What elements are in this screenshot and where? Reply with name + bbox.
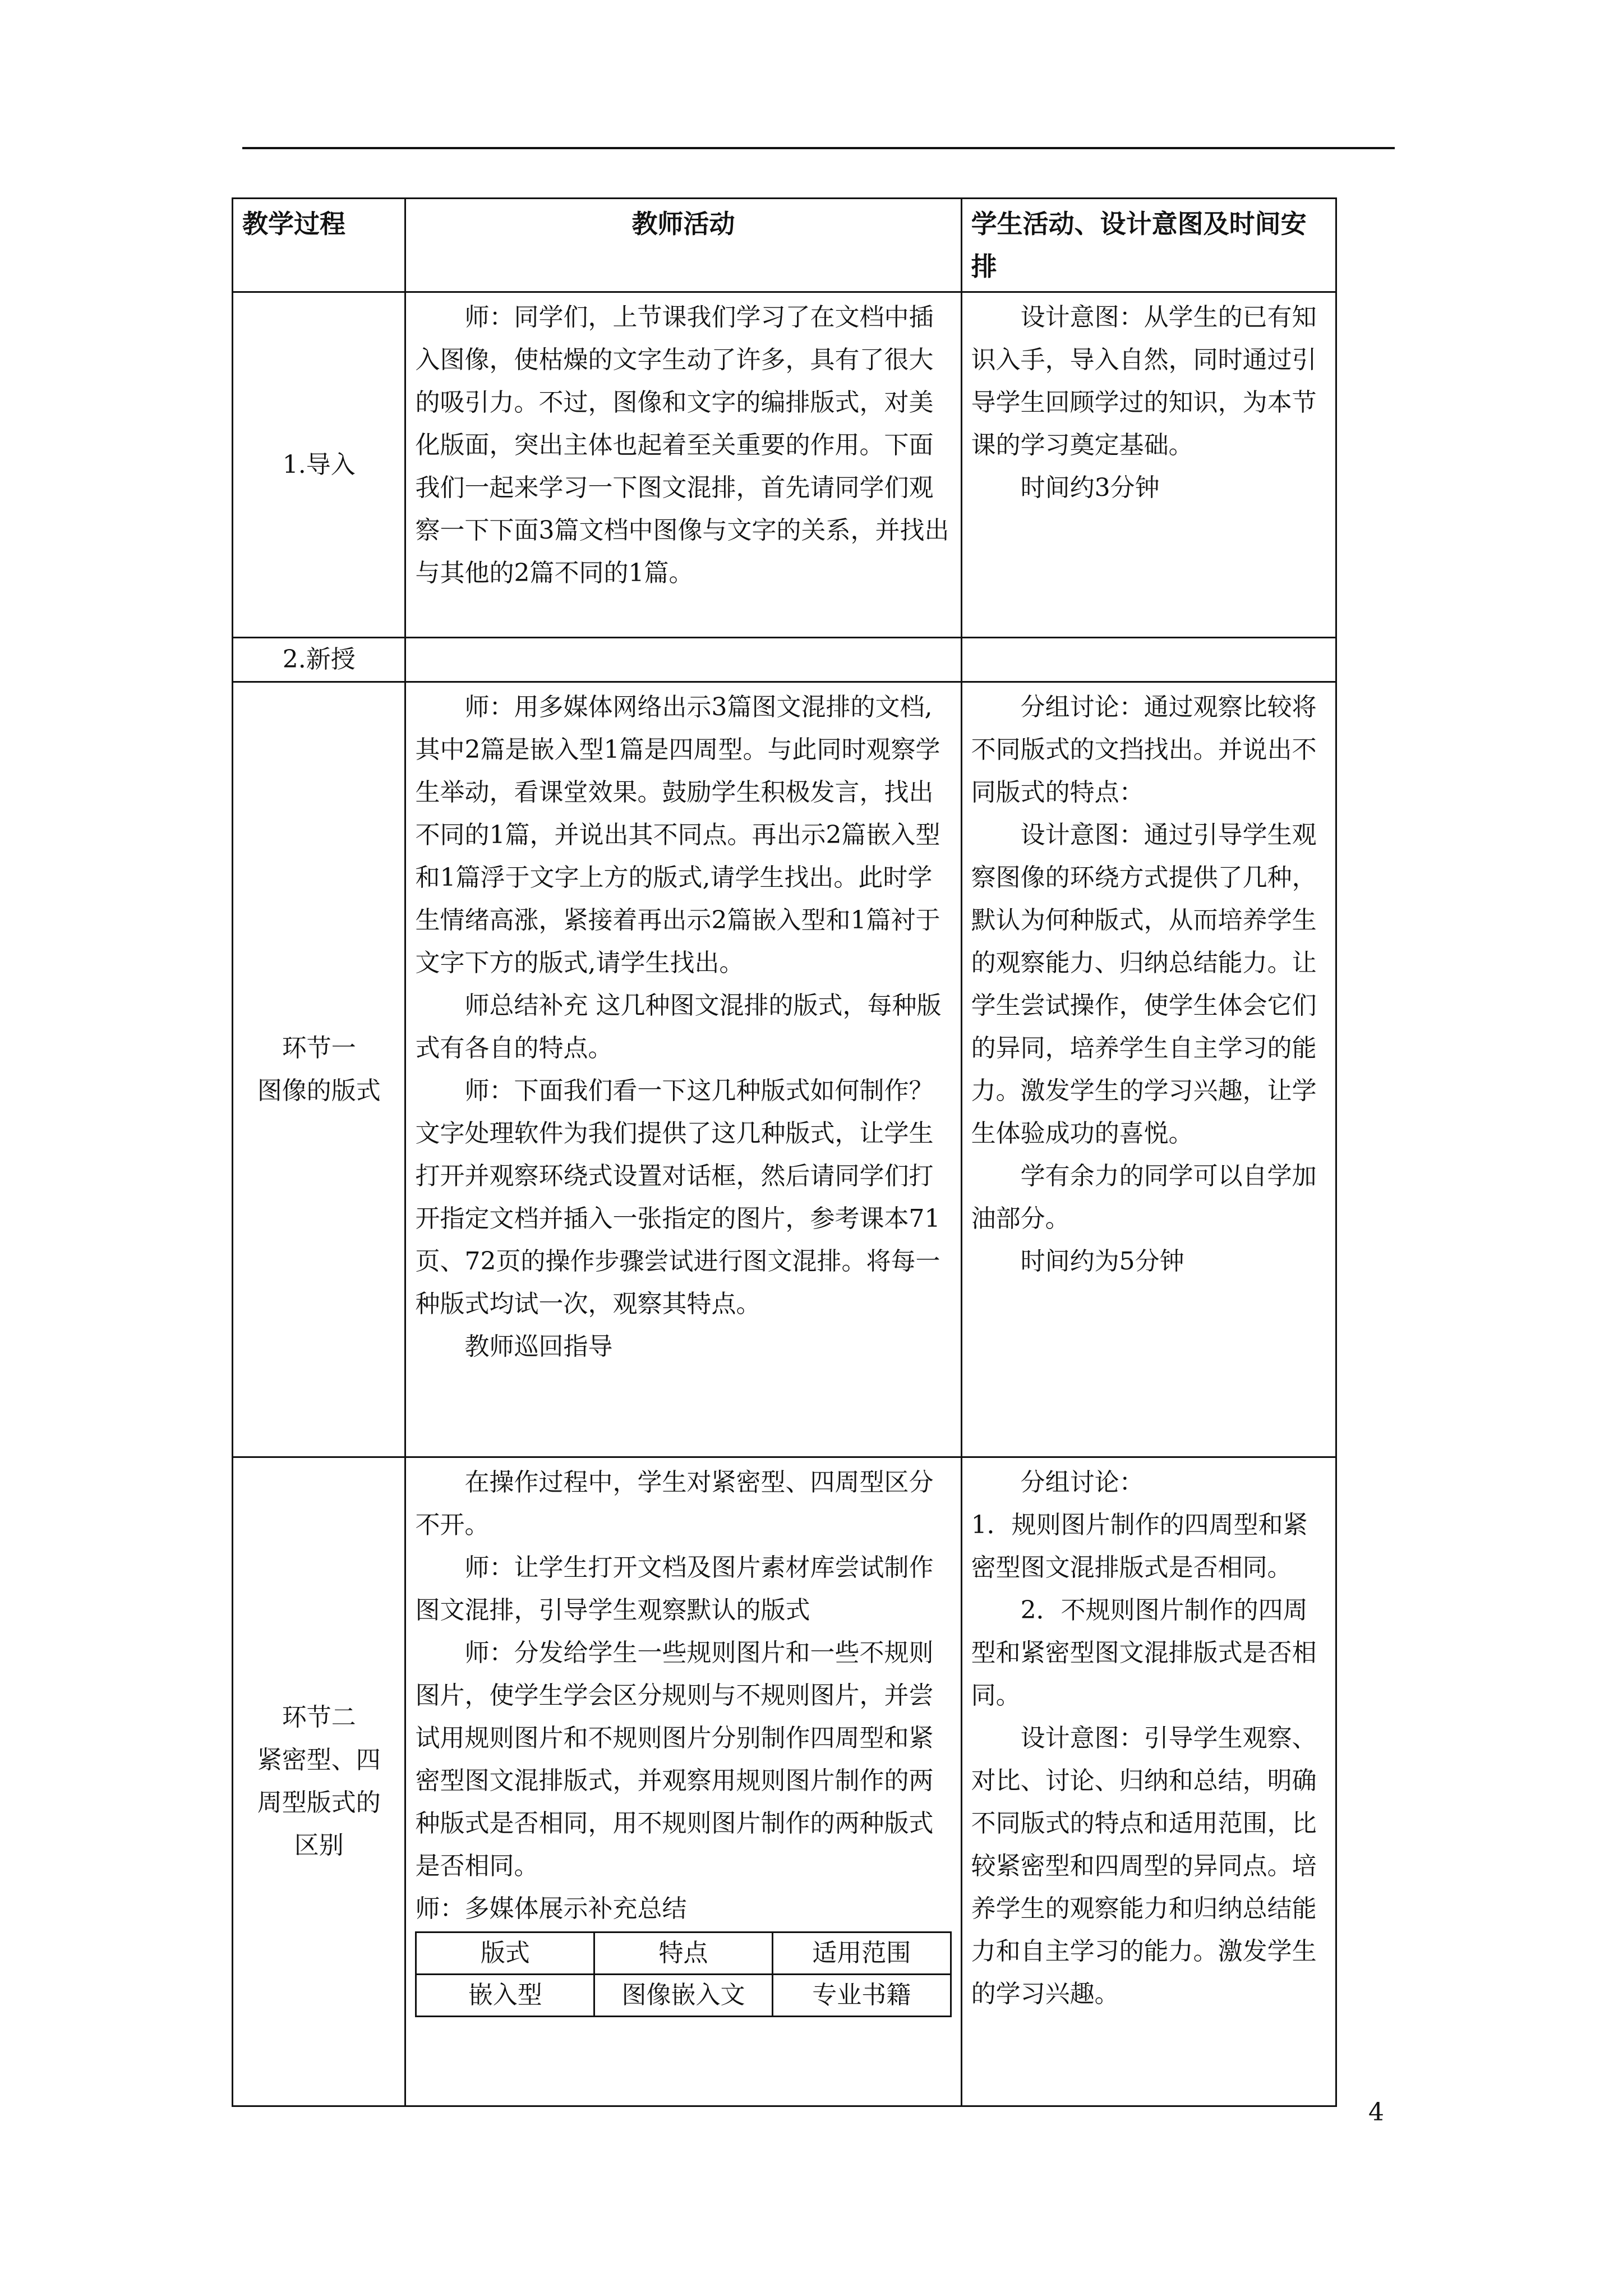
new-student bbox=[961, 638, 1336, 682]
link2-student-p1: 分组讨论： bbox=[1020, 1468, 1144, 1497]
page-number: 4 bbox=[1368, 2098, 1384, 2127]
intro-teacher bbox=[405, 292, 961, 638]
link1-teacher-p1: 师：用多媒体网络出示3篇图文混排的文档,其中2篇是嵌入型1篇是四周型。与此同时观察学生举动，看课堂效果。鼓励学生积极发言，找出不同的1篇，并说出其不同点。再出示2篇嵌入型和1篇浮于文字上方的版式,请学生找出。此时学生情绪高涨，紧接着再出示2篇嵌入型和1篇衬于文字下方的版式,请学生找出。 bbox=[415, 693, 940, 977]
header-teacher: 教师活动 bbox=[405, 199, 961, 292]
link2-stage-line4: 区别 bbox=[294, 1831, 344, 1860]
format-summary-c2: 图像嵌入文 bbox=[594, 1975, 773, 2017]
format-summary-row bbox=[416, 1975, 951, 2017]
format-summary-c3: 专业书籍 bbox=[772, 1975, 951, 2017]
link2-teacher-summary: 师：多媒体展示补充总结 bbox=[415, 1894, 687, 1923]
format-summary-h2: 特点 bbox=[594, 1932, 773, 1975]
format-summary-h1: 版式 bbox=[416, 1932, 594, 1975]
link2-stage-line3: 周型版式的 bbox=[257, 1788, 381, 1817]
link2-stage-line1: 环节二 bbox=[282, 1703, 356, 1732]
link1-teacher bbox=[405, 682, 961, 1457]
row-link2 bbox=[233, 1457, 1336, 2106]
row-link1 bbox=[233, 682, 1336, 1457]
intro-student-p2: 时间约3分钟 bbox=[1020, 473, 1160, 502]
row-intro bbox=[233, 292, 1336, 638]
link2-teacher-p2: 师：让学生打开文档及图片素材库尝试制作图文混排，引导学生观察默认的版式 bbox=[415, 1553, 934, 1625]
link1-student-p1: 分组讨论：通过观察比较将不同版式的文挡找出。并说出不同版式的特点： bbox=[971, 693, 1317, 807]
header-stage: 教学过程 bbox=[233, 199, 405, 292]
link1-student-p3: 学有余力的同学可以自学加油部分。 bbox=[971, 1162, 1317, 1233]
new-stage: 2.新授 bbox=[233, 638, 405, 682]
link2-student-p2: 1．规则图片制作的四周型和紧密型图文混排版式是否相同。 bbox=[971, 1511, 1308, 1582]
link1-student bbox=[961, 682, 1336, 1457]
intro-student-p1: 设计意图：从学生的已有知识入手，导入自然，同时通过引导学生回顾学过的知识，为本节课的学习奠定基础。 bbox=[971, 303, 1317, 459]
row-new bbox=[233, 638, 1336, 682]
intro-stage: 1.导入 bbox=[233, 292, 405, 638]
link2-teacher bbox=[405, 1457, 961, 2106]
link2-stage-line2: 紧密型、四 bbox=[257, 1746, 381, 1774]
new-teacher bbox=[405, 638, 961, 682]
link1-student-p2: 设计意图：通过引导学生观察图像的环绕方式提供了几种，默认为何种版式，从而培养学生的观察能力、归纳总结能力。让学生尝试操作，使学生体会它们的异同，培养学生自主学习的能力。激发学生的学习兴趣，让学生体验成功的喜悦。 bbox=[971, 821, 1317, 1148]
link1-stage-line1: 环节一 bbox=[282, 1033, 356, 1062]
format-summary-h3: 适用范围 bbox=[772, 1932, 951, 1975]
link2-student bbox=[961, 1457, 1341, 2106]
link2-student-p3: 2．不规则图片制作的四周型和紧密型图文混排版式是否相同。 bbox=[971, 1596, 1317, 1710]
intro-student bbox=[961, 292, 1336, 638]
link1-teacher-p3: 师：下面我们看一下这几种版式如何制作？文字处理软件为我们提供了这几种版式，让学生打开并观察环绕式设置对话框，然后请同学们打开指定文档并插入一张指定的图片，参考课本71页、72页的操作步骤尝试进行图文混排。将每一种版式均试一次，观察其特点。 bbox=[415, 1076, 940, 1318]
link1-stage bbox=[233, 682, 405, 1457]
link2-student-p4: 设计意图：引导学生观察、对比、讨论、归纳和总结，明确 不同版式的特点和适用范围，比较紧密型和四周型的异同点。培养学生的观察能力和归纳总结能力和自主学习的能力。激发学生的学习兴趣。 bbox=[971, 1724, 1341, 2008]
intro-teacher-text: 师：同学们，上节课我们学习了在文档中插入图像，使枯燥的文字生动了许多，具有了很大的吸引力。不过，图像和文字的编排版式，对美化版面，突出主体也起着至关重要的作用。下面我们一起来学习一下图文混排，首先请同学们观察一下下面3篇文档中图像与文字的关系，并找出与其他的2篇不同的1篇。 bbox=[415, 303, 949, 587]
format-summary-c1: 嵌入型 bbox=[416, 1975, 594, 2017]
link2-stage bbox=[233, 1457, 405, 2106]
header-row bbox=[233, 199, 1336, 292]
header-rule bbox=[242, 147, 1395, 149]
format-summary-table bbox=[415, 1931, 951, 2017]
format-summary-header bbox=[416, 1932, 951, 1975]
link1-teacher-p4: 教师巡回指导 bbox=[464, 1332, 613, 1361]
link1-student-p4: 时间约为5分钟 bbox=[1020, 1247, 1184, 1276]
lesson-plan-table bbox=[232, 197, 1341, 2107]
header-student: 学生活动、设计意图及时间安排 bbox=[961, 199, 1336, 292]
link2-teacher-p1: 在操作过程中，学生对紧密型、四周型区分不开。 bbox=[415, 1468, 934, 1539]
link2-teacher-p3: 师：分发给学生一些规则图片和一些不规则图片，使学生学会区分规则与不规则图片，并尝试用规则图片和不规则图片分别制作四周型和紧密型图文混排版式，并观察用规则图片制作的两种版式是否相同，用不规则图片制作的两种版式是否相同。 bbox=[415, 1639, 934, 1880]
link1-stage-line2: 图像的版式 bbox=[257, 1076, 381, 1105]
link1-teacher-p2: 师总结补充 这几种图文混排的版式，每种版式有各自的特点。 bbox=[415, 991, 942, 1062]
